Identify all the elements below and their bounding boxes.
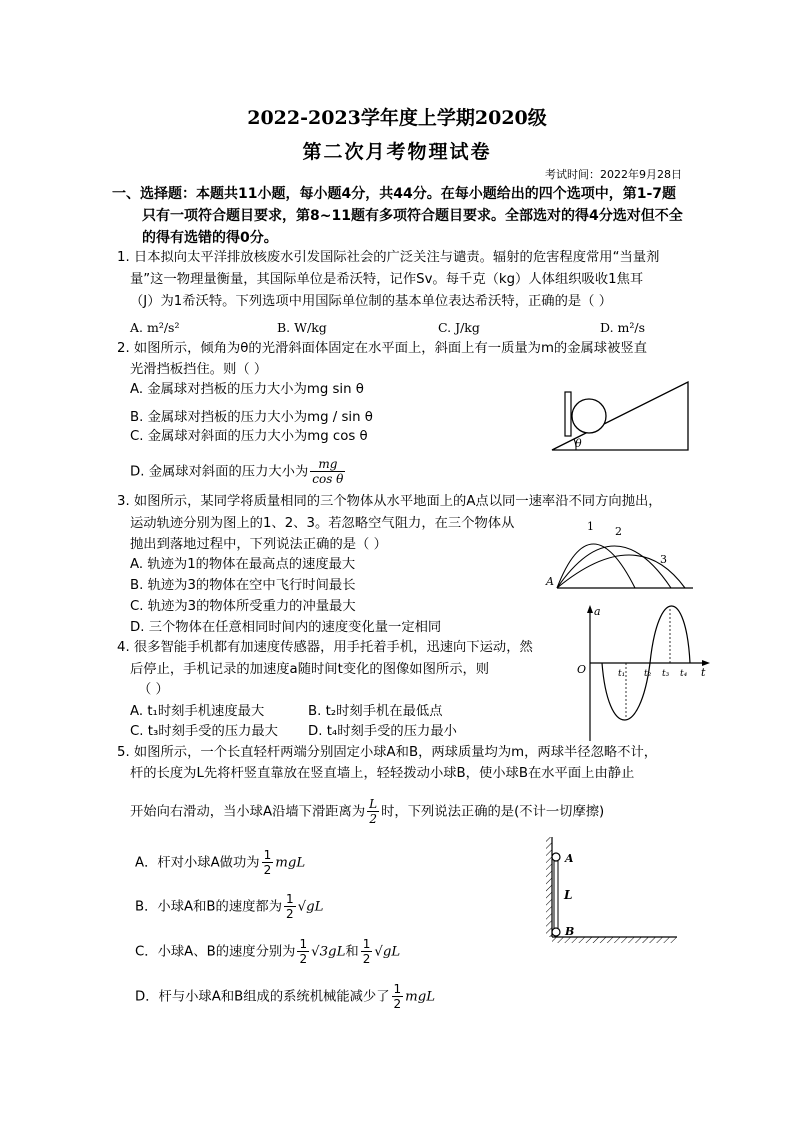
half-denominator: 2 [263,863,272,877]
q3-option-b: B. 轨迹为3的物体在空中飞行时间最长 [130,578,356,593]
t-axis-label: t [701,666,706,679]
q2-option-d-prefix: D. 金属球对斜面的压力大小为 [130,464,309,480]
q5-option-c-expr2: √gL [374,944,401,960]
exam-title-line1: 2022-2023学年度上学期2020级 [247,107,547,129]
light-rod [554,857,558,932]
section-line3: 的得有选错的得0分。 [142,230,278,246]
section-line2: 只有一项符合题目要求，第8~11题有多项符合题目要求。全部选对的得4分选对但不全 [142,208,683,224]
q5-distance-denominator: 2 [369,812,377,826]
trajectory-label-2: 2 [615,525,622,538]
trajectory-label-3: 3 [660,553,667,566]
q1-option-c: C. J/kg [438,320,480,335]
q4-line3: （ ） [138,682,169,697]
q5-line3-suffix: 时，下列说法正确的是(不计一切摩擦) [381,804,605,820]
q5-option-a-prefix: A．杆对小球A做功为 [135,855,260,871]
exam-title-line2: 第二次月考物理试卷 [302,141,492,163]
q5-option-c-prefix: C．小球A、B的速度分别为 [135,944,296,960]
q2-line1: 2. 如图所示，倾角为θ的光滑斜面体固定在水平面上，斜面上有一质量为m的金属球被竖直 [117,341,647,356]
q3-line3: 抛出到落地过程中，下列说法正确的是（ ） [130,537,387,552]
q5-option-d [135,982,435,1011]
q3-option-d: D. 三个物体在任意相同时间内的速度变化量一定相同 [130,620,442,635]
t2-label: t₂ [644,669,652,679]
q5-option-a-half [262,848,274,877]
half-numerator: 1 [299,937,308,951]
half-denominator: 2 [299,952,308,966]
q1-line1: 1. 日本拟向太平洋排放核废水引发国际社会的广泛关注与谴责。辐射的危害程度常用“当量剂 [117,250,660,265]
ball-b-label: B [565,925,575,938]
q3-option-a: A. 轨迹为1的物体在最高点的速度最大 [130,557,356,572]
q2-option-b: B. 金属球对挡板的压力大小为mg / sin θ [130,410,373,425]
q2-incline-figure [548,376,693,456]
q5-option-c-mid: 和 [345,944,359,960]
q5-distance-numerator: L [369,797,378,811]
q2-option-d-fraction [310,457,345,486]
q2-fraction-denominator: cos θ [312,472,344,486]
q1-option-b: B. W/kg [277,320,327,335]
t1-label: t₁ [618,669,626,679]
q2-line2: 光滑挡板挡住。则（ ） [130,362,268,377]
q5-option-d-expr: mgL [405,989,436,1005]
q4-option-d: D. t₄时刻手受的压力最小 [308,724,457,739]
q5-line1: 5. 如图所示，一个长直轻杆两端分别固定小球A和B，两球质量均为m，两球半径忽略不计， [117,745,658,760]
half-numerator: 1 [286,892,294,906]
t3-label: t₃ [662,669,670,679]
q3-line2: 运动轨迹分别为图上的1、2、3。若忽略空气阻力，在三个物体从 [130,516,515,531]
q5-option-c-half-2 [361,937,373,966]
metal-ball [572,399,606,433]
q5-rod-figure [540,833,680,945]
section-instructions [112,183,692,249]
q5-distance-fraction [367,797,379,826]
q5-option-b-prefix: B．小球A和B的速度都为 [135,899,283,915]
q5-line3-prefix: 开始向右滑动，当小球A沿墙下滑距离为 [130,804,366,820]
rod-length-label: L [564,888,573,902]
q3-line1: 3. 如图所示，某同学将质量相同的三个物体从水平地面上的A点以同一速率沿不同方向抛出， [117,494,662,509]
q5-option-a [135,848,305,877]
q2-option-d [130,457,347,486]
half-denominator: 2 [286,907,294,921]
half-numerator: 1 [393,982,402,996]
q1-line2: 量”这一物理量衡量，其国际单位是希沃特，记作Sv。每千克（kg）人体组织吸收1焦耳 [130,272,644,287]
origin-label: O [577,663,587,676]
half-numerator: 1 [362,937,371,951]
q2-fraction-numerator: mg [310,457,345,472]
q4-option-c: C. t₃时刻手受的压力最大 [130,724,278,739]
q5-option-c [135,937,400,966]
q5-option-b-half [284,892,296,921]
q2-option-c: C. 金属球对斜面的压力大小为mg cos θ [130,429,368,444]
exam-time: 考试时间：2022年9月28日 [545,168,682,181]
q4-line1: 4. 很多智能手机都有加速度传感器，用手托着手机，迅速向下运动，然 [117,640,533,655]
section-line1: 一、选择题：本题共11小题，每小题4分，共44分。在每小题给出的四个选项中，第1-7题 [112,186,676,202]
q5-option-b [135,892,323,921]
q5-option-d-prefix: D．杆与小球A和B组成的系统机械能减少了 [135,989,390,1005]
trajectory-label-1: 1 [587,520,594,533]
t4-label: t₄ [680,669,688,679]
q5-option-a-expr: mgL [275,855,306,871]
q3-option-c: C. 轨迹为3的物体所受重力的冲量最大 [130,599,356,614]
q4-acceleration-graph [568,603,714,743]
q4-line2: 后停止，手机记录的加速度a随时间t变化的图像如图所示，则 [130,662,490,677]
q1-option-a: A. m²/s² [130,320,180,335]
half-denominator: 2 [393,997,402,1011]
half-denominator: 2 [362,952,371,966]
ball-b [552,928,560,936]
q5-option-d-half [392,982,404,1011]
q2-option-a: A. 金属球对挡板的压力大小为mg sin θ [130,382,364,397]
q1-option-d: D. m²/s [600,320,646,335]
a-axis-arrow [587,605,593,613]
a-axis-label: a [594,605,601,618]
ball-a-label: A [565,852,574,865]
q3-trajectory-figure [543,518,698,594]
q1-line3: （J）为1希沃特。下列选项中用国际单位制的基本单位表达希沃特，正确的是（ ） [130,294,612,309]
baffle-plate [565,392,571,436]
q5-line2: 杆的长度为L先将杆竖直靠放在竖直墙上，轻轻拨动小球B，使小球B在水平面上由静止 [130,766,635,781]
ball-a [552,853,560,861]
theta-label: θ [575,437,582,450]
wall-hatching [546,837,552,937]
q5-option-b-expr: √gL [297,899,324,915]
q5-option-c-expr1: √3gL [311,944,346,960]
q5-option-c-half-1 [297,937,309,966]
trajectory-2 [557,546,671,588]
q4-option-b: B. t₂时刻手机在最低点 [308,704,443,719]
q4-option-a: A. t₁时刻手机速度最大 [130,704,265,719]
point-a-label: A [546,575,554,588]
q5-line3 [130,797,604,826]
half-numerator: 1 [263,848,272,862]
